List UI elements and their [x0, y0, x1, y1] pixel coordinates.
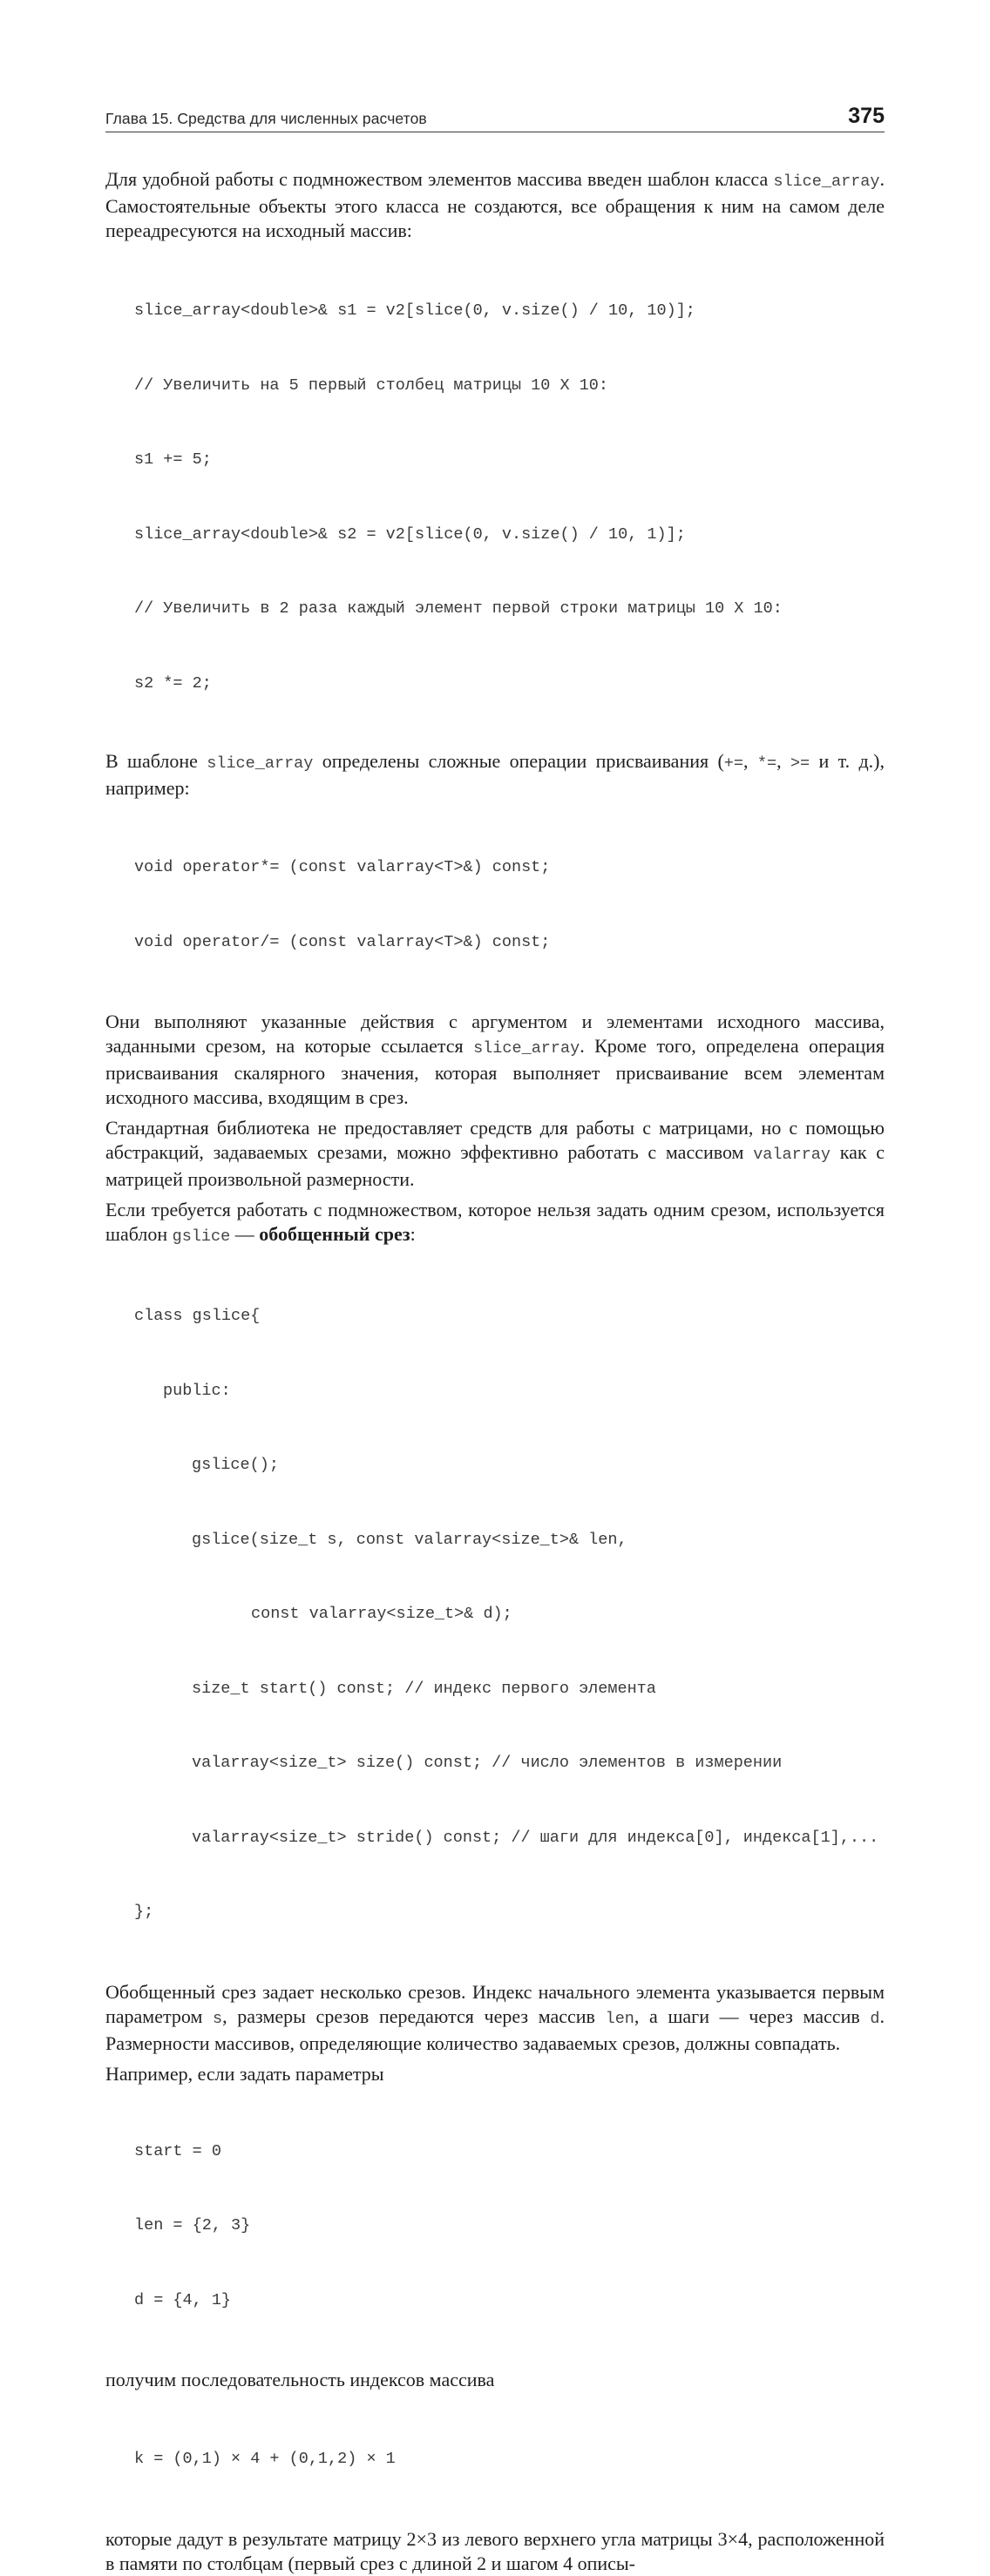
- code-line: valarray<size_t> stride() const; // шаги для индекса[0], индекса[1],...: [192, 1828, 879, 1847]
- code-block-index-formula: [105, 2397, 885, 2522]
- paragraph-matrix-result: которые дадут в результате матрицу 2×3 из левого верхнего угла матрицы 3×4, расположенной в памяти по столбцам (первый срез с длиной 2 и шагом 4 описы-: [105, 2527, 885, 2574]
- code-block-slice-array: [105, 249, 885, 746]
- code-block-gslice-class: [105, 1254, 885, 1975]
- code-line: slice_array<double>& s1 = v2[slice(0, v.size() / 10, 10)];: [134, 301, 695, 320]
- code-line: public:: [163, 1381, 231, 1400]
- code-line: len = {2, 3}: [134, 2216, 251, 2235]
- inline-code: slice_array: [773, 172, 880, 191]
- code-line: // Увеличить на 5 первый столбец матрицы 10 X 10:: [134, 375, 608, 395]
- code-line: gslice();: [192, 1456, 279, 1474]
- paragraph-standard-library: Стандартная библиотека не предоставляет средств для работы с матрицами, но с помощью абстракций, задаваемых срезами, можно эффективно работать с массивом valarray как с матрицей произвольной размерности.: [105, 1117, 885, 1190]
- code-line: };: [134, 1903, 154, 1921]
- paragraph-gslice-description: Обобщенный срез задает несколько срезов. Индекс начального элемента указывается первым параметром s, размеры срезов передаются через массив len, а шаги — через массив d. Размерности массивов, определяющие количество задаваемых срезов, должны совпадать.: [105, 1980, 885, 2054]
- code-line: class gslice{: [134, 1307, 261, 1325]
- code-line: void operator/= (const valarray<T>&) const;: [134, 932, 551, 951]
- paragraph-operations-description: Они выполняют указанные действия с аргументом и элементами исходного массива, заданными срезом, на которые ссылается slice_array. Кроме того, определена операция присваивания скалярного значения, которая выполняет присваивание всем элементам исходного массива, входящим в срез.: [105, 1011, 885, 1108]
- code-line: valarray<size_t> size() const; // число элементов в измерении: [192, 1754, 783, 1772]
- code-line: start = 0: [134, 2141, 221, 2160]
- paragraph-compound-ops: В шаблоне slice_array определены сложные операции присваивания (+=, *=, >= и т. д.), например:: [105, 750, 885, 799]
- code-line: size_t start() const; // индекс первого элемента: [192, 1679, 656, 1698]
- code-line: const valarray<size_t>& d);: [251, 1605, 512, 1623]
- code-line: void operator*= (const valarray<T>&) const;: [134, 858, 551, 876]
- bold-term: обобщенный срез: [259, 1223, 410, 1245]
- code-block-operators: [105, 806, 885, 1004]
- paragraph-gslice-intro: Если требуется работать с подмножеством, которое нельзя задать одним срезом, используется шаблон gslice — обобщенный срез:: [105, 1199, 885, 1246]
- code-block-params: [105, 2090, 885, 2363]
- code-line: s1 += 5;: [134, 450, 212, 469]
- chapter-title: Глава 15. Средства для численных расчетов: [105, 110, 427, 127]
- running-header: [105, 91, 885, 132]
- paragraph-index-sequence: получим последовательность индексов массива: [105, 2369, 495, 2390]
- code-line: slice_array<double>& s2 = v2[slice(0, v.size() / 10, 1)];: [134, 524, 686, 544]
- code-line: // Увеличить в 2 раза каждый элемент первой строки матрицы 10 X 10:: [134, 599, 783, 618]
- code-line: gslice(size_t s, const valarray<size_t>& len,: [192, 1530, 627, 1549]
- code-line: d = {4, 1}: [134, 2290, 232, 2309]
- paragraph-slice-array-intro: Для удобной работы с подмножеством элементов массива введен шаблон класса slice_array. Самостоятельные объекты этого класса не создаются, все обращения к ним на самом деле переадресуются на исходный массив:: [105, 168, 885, 241]
- code-line: k = (0,1) × 4 + (0,1,2) × 1: [134, 2450, 396, 2468]
- page-number: 375: [848, 104, 885, 128]
- code-line: s2 *= 2;: [134, 673, 212, 693]
- book-page: [105, 91, 885, 2576]
- paragraph-example-params: Например, если задать параметры: [105, 2062, 384, 2085]
